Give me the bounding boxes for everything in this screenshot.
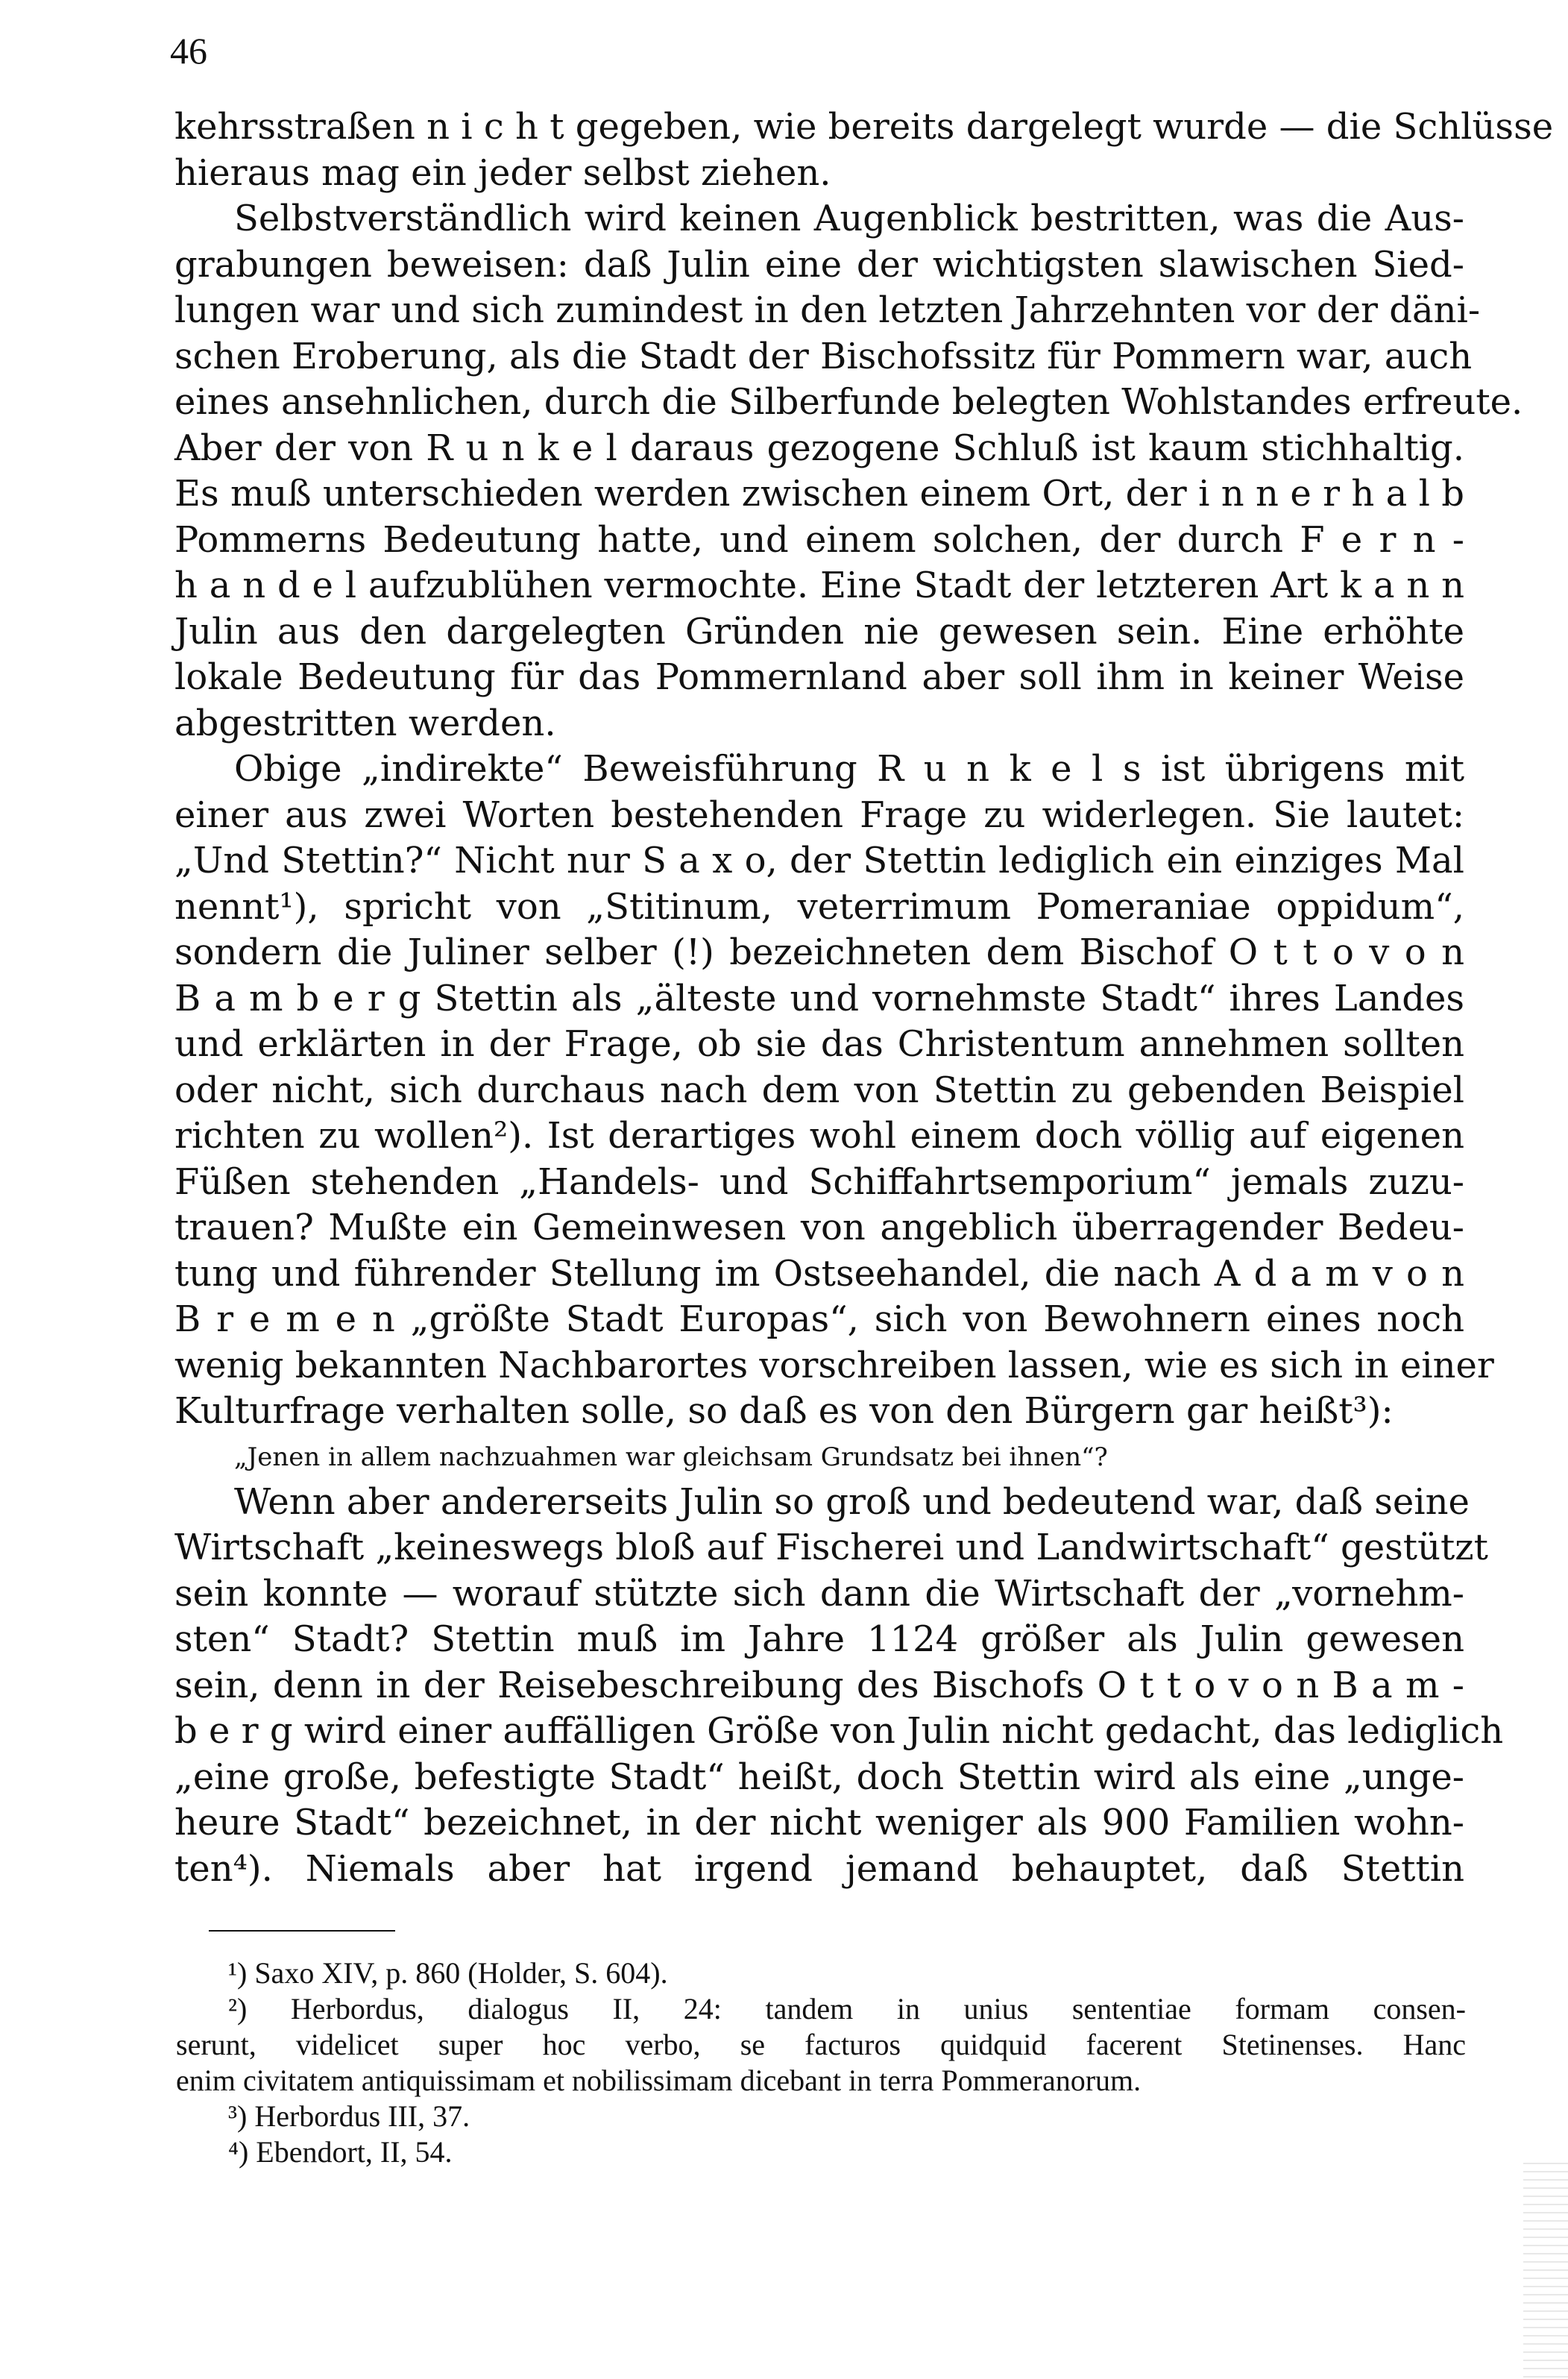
footnote-2: ²) Herbordus, dialogus II, 24: tandem in unius sententiae formam consen-	[228, 1992, 1466, 2026]
scan-edge-artifact	[1523, 2163, 1568, 2379]
text-line: B a m b e r g Stettin als „älteste und vornehmste Stadt“ ihres Landes	[174, 977, 1464, 1019]
text-line: Kulturfrage verhalten solle, so daß es von den Bürgern gar heißt³):	[174, 1390, 1394, 1432]
footnote-divider	[209, 1930, 395, 1932]
page-number: 46	[170, 30, 207, 72]
body-text	[174, 104, 1554, 1892]
text-line: B r e m e n „größte Stadt Europas“, sich von Bewohnern eines noch	[174, 1298, 1464, 1340]
text-line: eines ansehnlichen, durch die Silberfunde belegten Wohlstandes erfreute.	[174, 381, 1523, 423]
text-line: Es muß unterschieden werden zwischen einem Ort, der i n n e r h a l b	[174, 473, 1464, 515]
text-line: Aber der von R u n k e l daraus gezogene Schluß ist kaum stichhaltig.	[174, 427, 1464, 469]
text-line: Wenn aber andererseits Julin so groß und bedeutend war, daß seine	[234, 1480, 1470, 1523]
text-line: sein, denn in der Reisebeschreibung des Bischofs O t t o v o n B a m -	[174, 1664, 1464, 1706]
footnote-2-continuation: serunt, videlicet super hoc verbo, se facturos quidquid facerent Stetinenses. Hanc	[176, 2028, 1466, 2061]
text-line: Julin aus den dargelegten Gründen nie gewesen sein. Eine erhöhte	[174, 610, 1464, 653]
text-line: h a n d e l aufzublühen vermochte. Eine Stadt der letzteren Art k a n n	[174, 565, 1464, 606]
text-line: „Und Stettin?“ Nicht nur S a x o, der Stettin lediglich ein einziges Mal	[174, 840, 1464, 881]
text-line: sondern die Juliner selber (!) bezeichneten dem Bischof O t t o v o n	[174, 931, 1464, 973]
text-line: Füßen stehenden „Handels- und Schiffahrtsemporium“ jemals zuzu-	[174, 1160, 1464, 1203]
text-line: Wirtschaft „keineswegs bloß auf Fischerei und Landwirtschaft“ gestützt	[174, 1527, 1488, 1568]
text-line: abgestritten werden.	[174, 702, 556, 744]
text-line: b e r g wird einer auffälligen Größe von Julin nicht gedacht, das lediglich	[174, 1710, 1504, 1752]
footnote-3: ³) Herbordus III, 37.	[228, 2099, 470, 2133]
text-line: „eine große, befestigte Stadt“ heißt, doch Stettin wird als eine „unge-	[174, 1756, 1464, 1798]
text-line: kehrsstraßen n i c h t gegeben, wie bereits dargelegt wurde — die Schlüsse	[174, 106, 1554, 148]
text-line: hieraus mag ein jeder selbst ziehen.	[174, 151, 831, 194]
footnotes	[176, 1955, 1466, 2170]
text-line: schen Eroberung, als die Stadt der Bischofssitz für Pommern war, auch	[174, 335, 1473, 377]
text-line: Pommerns Bedeutung hatte, und einem solchen, der durch F e r n -	[174, 518, 1464, 561]
text-line: Selbstverständlich wird keinen Augenblick bestritten, was die Aus-	[234, 198, 1464, 239]
text-line: lungen war und sich zumindest in den letzten Jahrzehnten vor der däni-	[174, 289, 1481, 331]
text-line: Obige „indirekte“ Beweisführung R u n k e l s ist übrigens mit	[234, 748, 1464, 790]
footnote-1: ¹) Saxo XIV, p. 860 (Holder, S. 604).	[228, 1956, 668, 1990]
text-line: oder nicht, sich durchaus nach dem von Stettin zu gebenden Beispiel	[174, 1069, 1464, 1111]
text-line: lokale Bedeutung für das Pommernland aber soll ihm in keiner Weise	[174, 656, 1464, 698]
text-line: nennt¹), spricht von „Stitinum, veterrimum Pomeraniae oppidum“,	[174, 885, 1464, 928]
text-line: sein konnte — worauf stützte sich dann die Wirtschaft der „vornehm-	[174, 1572, 1464, 1615]
footnote-2-continuation: enim civitatem antiquissimam et nobilissimam dicebant in terra Pommeranorum.	[176, 2064, 1142, 2097]
text-line: richten zu wollen²). Ist derartiges wohl einem doch völlig auf eigenen	[174, 1115, 1464, 1157]
text-line: wenig bekannten Nachbarortes vorschreiben lassen, wie es sich in einer	[174, 1344, 1494, 1386]
text-line: einer aus zwei Worten bestehenden Frage zu widerlegen. Sie lautet:	[174, 793, 1464, 836]
footnote-4: ⁴) Ebendort, II, 54.	[228, 2135, 453, 2169]
text-line: tung und führender Stellung im Ostseehandel, die nach A d a m v o n	[174, 1252, 1464, 1295]
text-line: ten⁴). Niemals aber hat irgend jemand behauptet, daß Stettin	[174, 1847, 1464, 1890]
text-line: trauen? Mußte ein Gemeinwesen von angeblich überragender Bedeu-	[174, 1207, 1464, 1248]
block-quote: „Jenen in allem nachzuahmen war gleichsam Grundsatz bei ihnen“?	[234, 1442, 1108, 1472]
text-line: heure Stadt“ bezeichnet, in der nicht weniger als 900 Familien wohn-	[174, 1802, 1464, 1844]
text-line: und erklärten in der Frage, ob sie das Christentum annehmen sollten	[174, 1023, 1464, 1065]
text-line: sten“ Stadt? Stettin muß im Jahre 1124 größer als Julin gewesen	[174, 1618, 1464, 1660]
text-line: grabungen beweisen: daß Julin eine der wichtigsten slawischen Sied-	[174, 243, 1464, 286]
